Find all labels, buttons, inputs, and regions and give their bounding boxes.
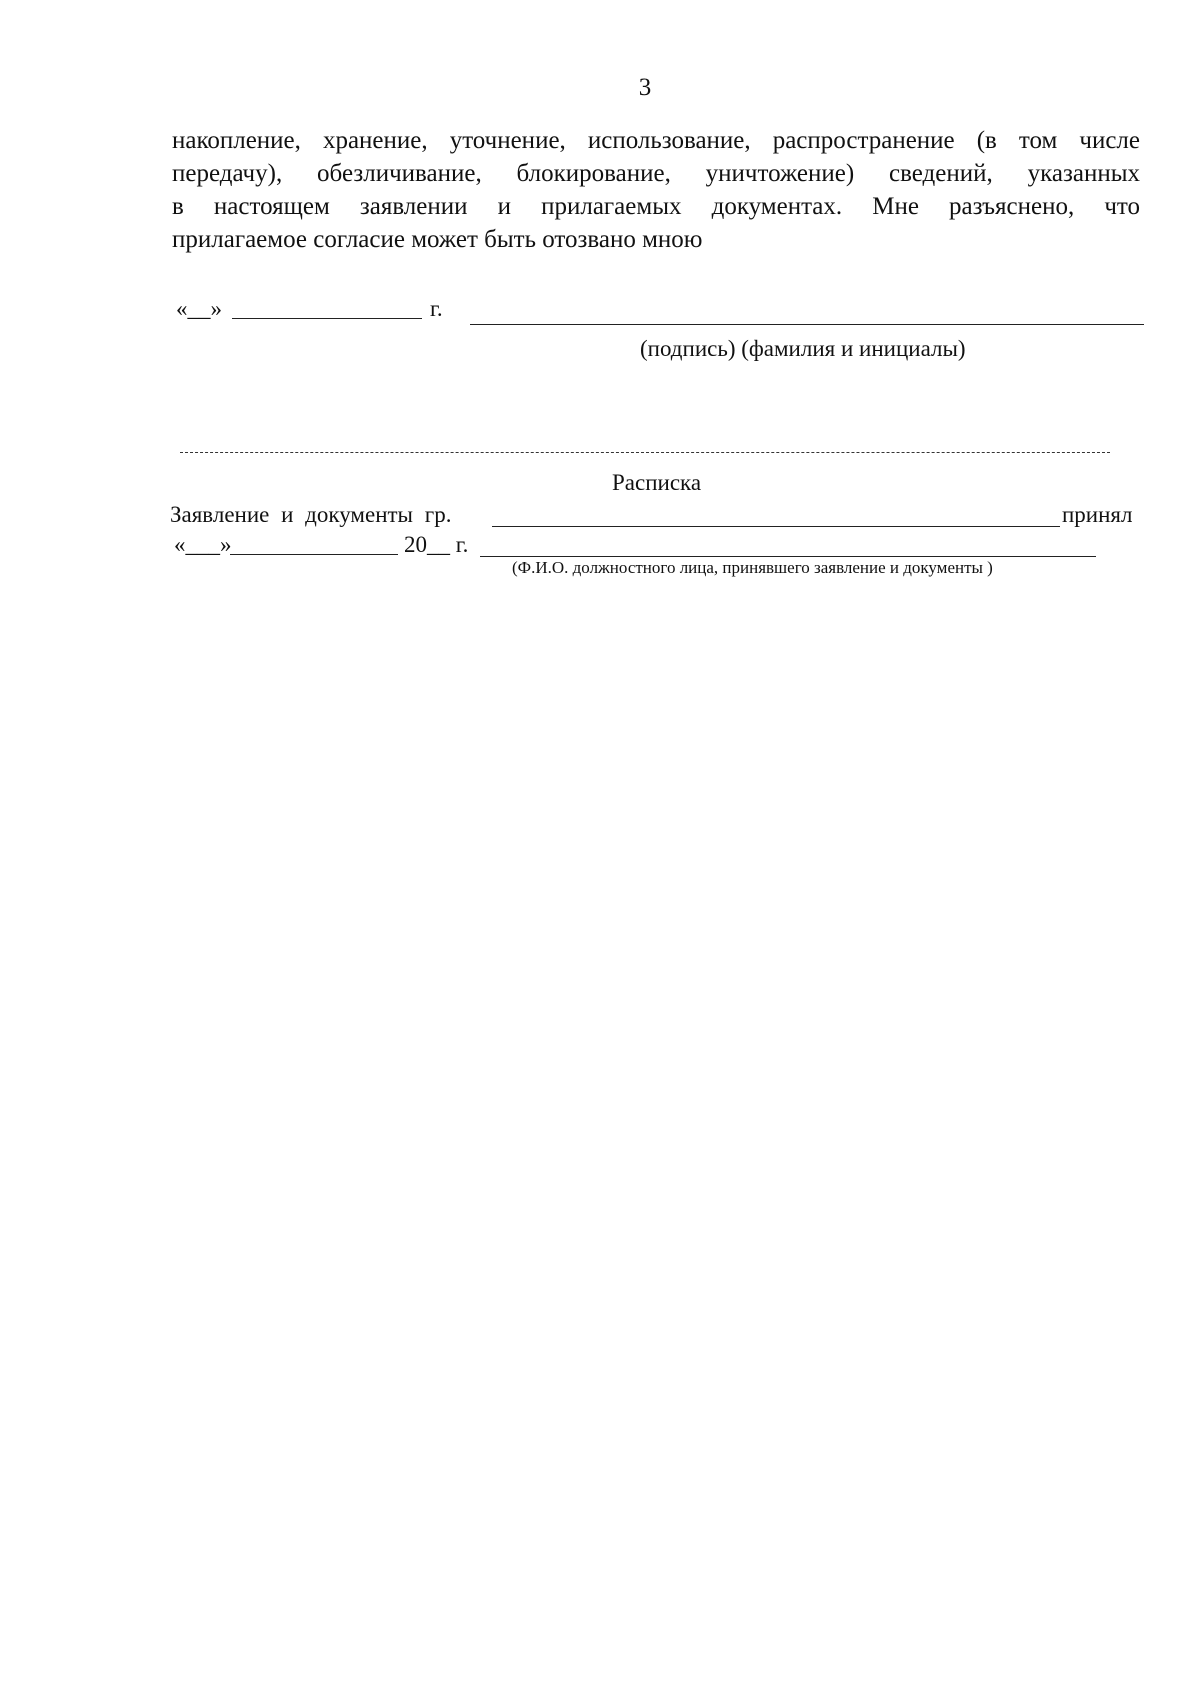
receipt-title: Расписка: [612, 470, 702, 495]
receipt-caption: (Ф.И.О. должностного лица, принявшего заявление и документы ): [512, 558, 993, 577]
signature-date-quotes: «__»: [176, 296, 222, 321]
receipt-line1-label: Заявление и документы гр.: [170, 502, 452, 527]
receipt-name-blank: [492, 526, 1060, 527]
page-number: 3: [638, 74, 652, 101]
cut-line: [180, 452, 1110, 453]
consent-paragraph: [172, 124, 1140, 256]
receipt-official-blank: [480, 556, 1096, 557]
paragraph-line: в настоящем заявлении и прилагаемых документах. Мне разъяснено, что: [172, 193, 1140, 220]
signature-date-blank: [232, 318, 422, 319]
paragraph-line: накопление, хранение, уточнение, использование, распространение (в том числе: [172, 127, 1140, 154]
paragraph-line: прилагаемое согласие может быть отозвано мною: [172, 226, 703, 253]
receipt-accepted-label: принял: [1062, 502, 1133, 527]
signature-year-suffix: г.: [430, 296, 443, 321]
receipt-date-blank: [230, 554, 398, 555]
receipt-date-quotes: «___»: [174, 532, 232, 557]
signature-blank: [470, 324, 1144, 325]
paragraph-line: передачу), обезличивание, блокирование, уничтожение) сведений, указанных: [172, 160, 1140, 187]
signature-caption: (подпись) (фамилия и инициалы): [640, 336, 966, 361]
receipt-year: 20__ г.: [404, 532, 469, 557]
